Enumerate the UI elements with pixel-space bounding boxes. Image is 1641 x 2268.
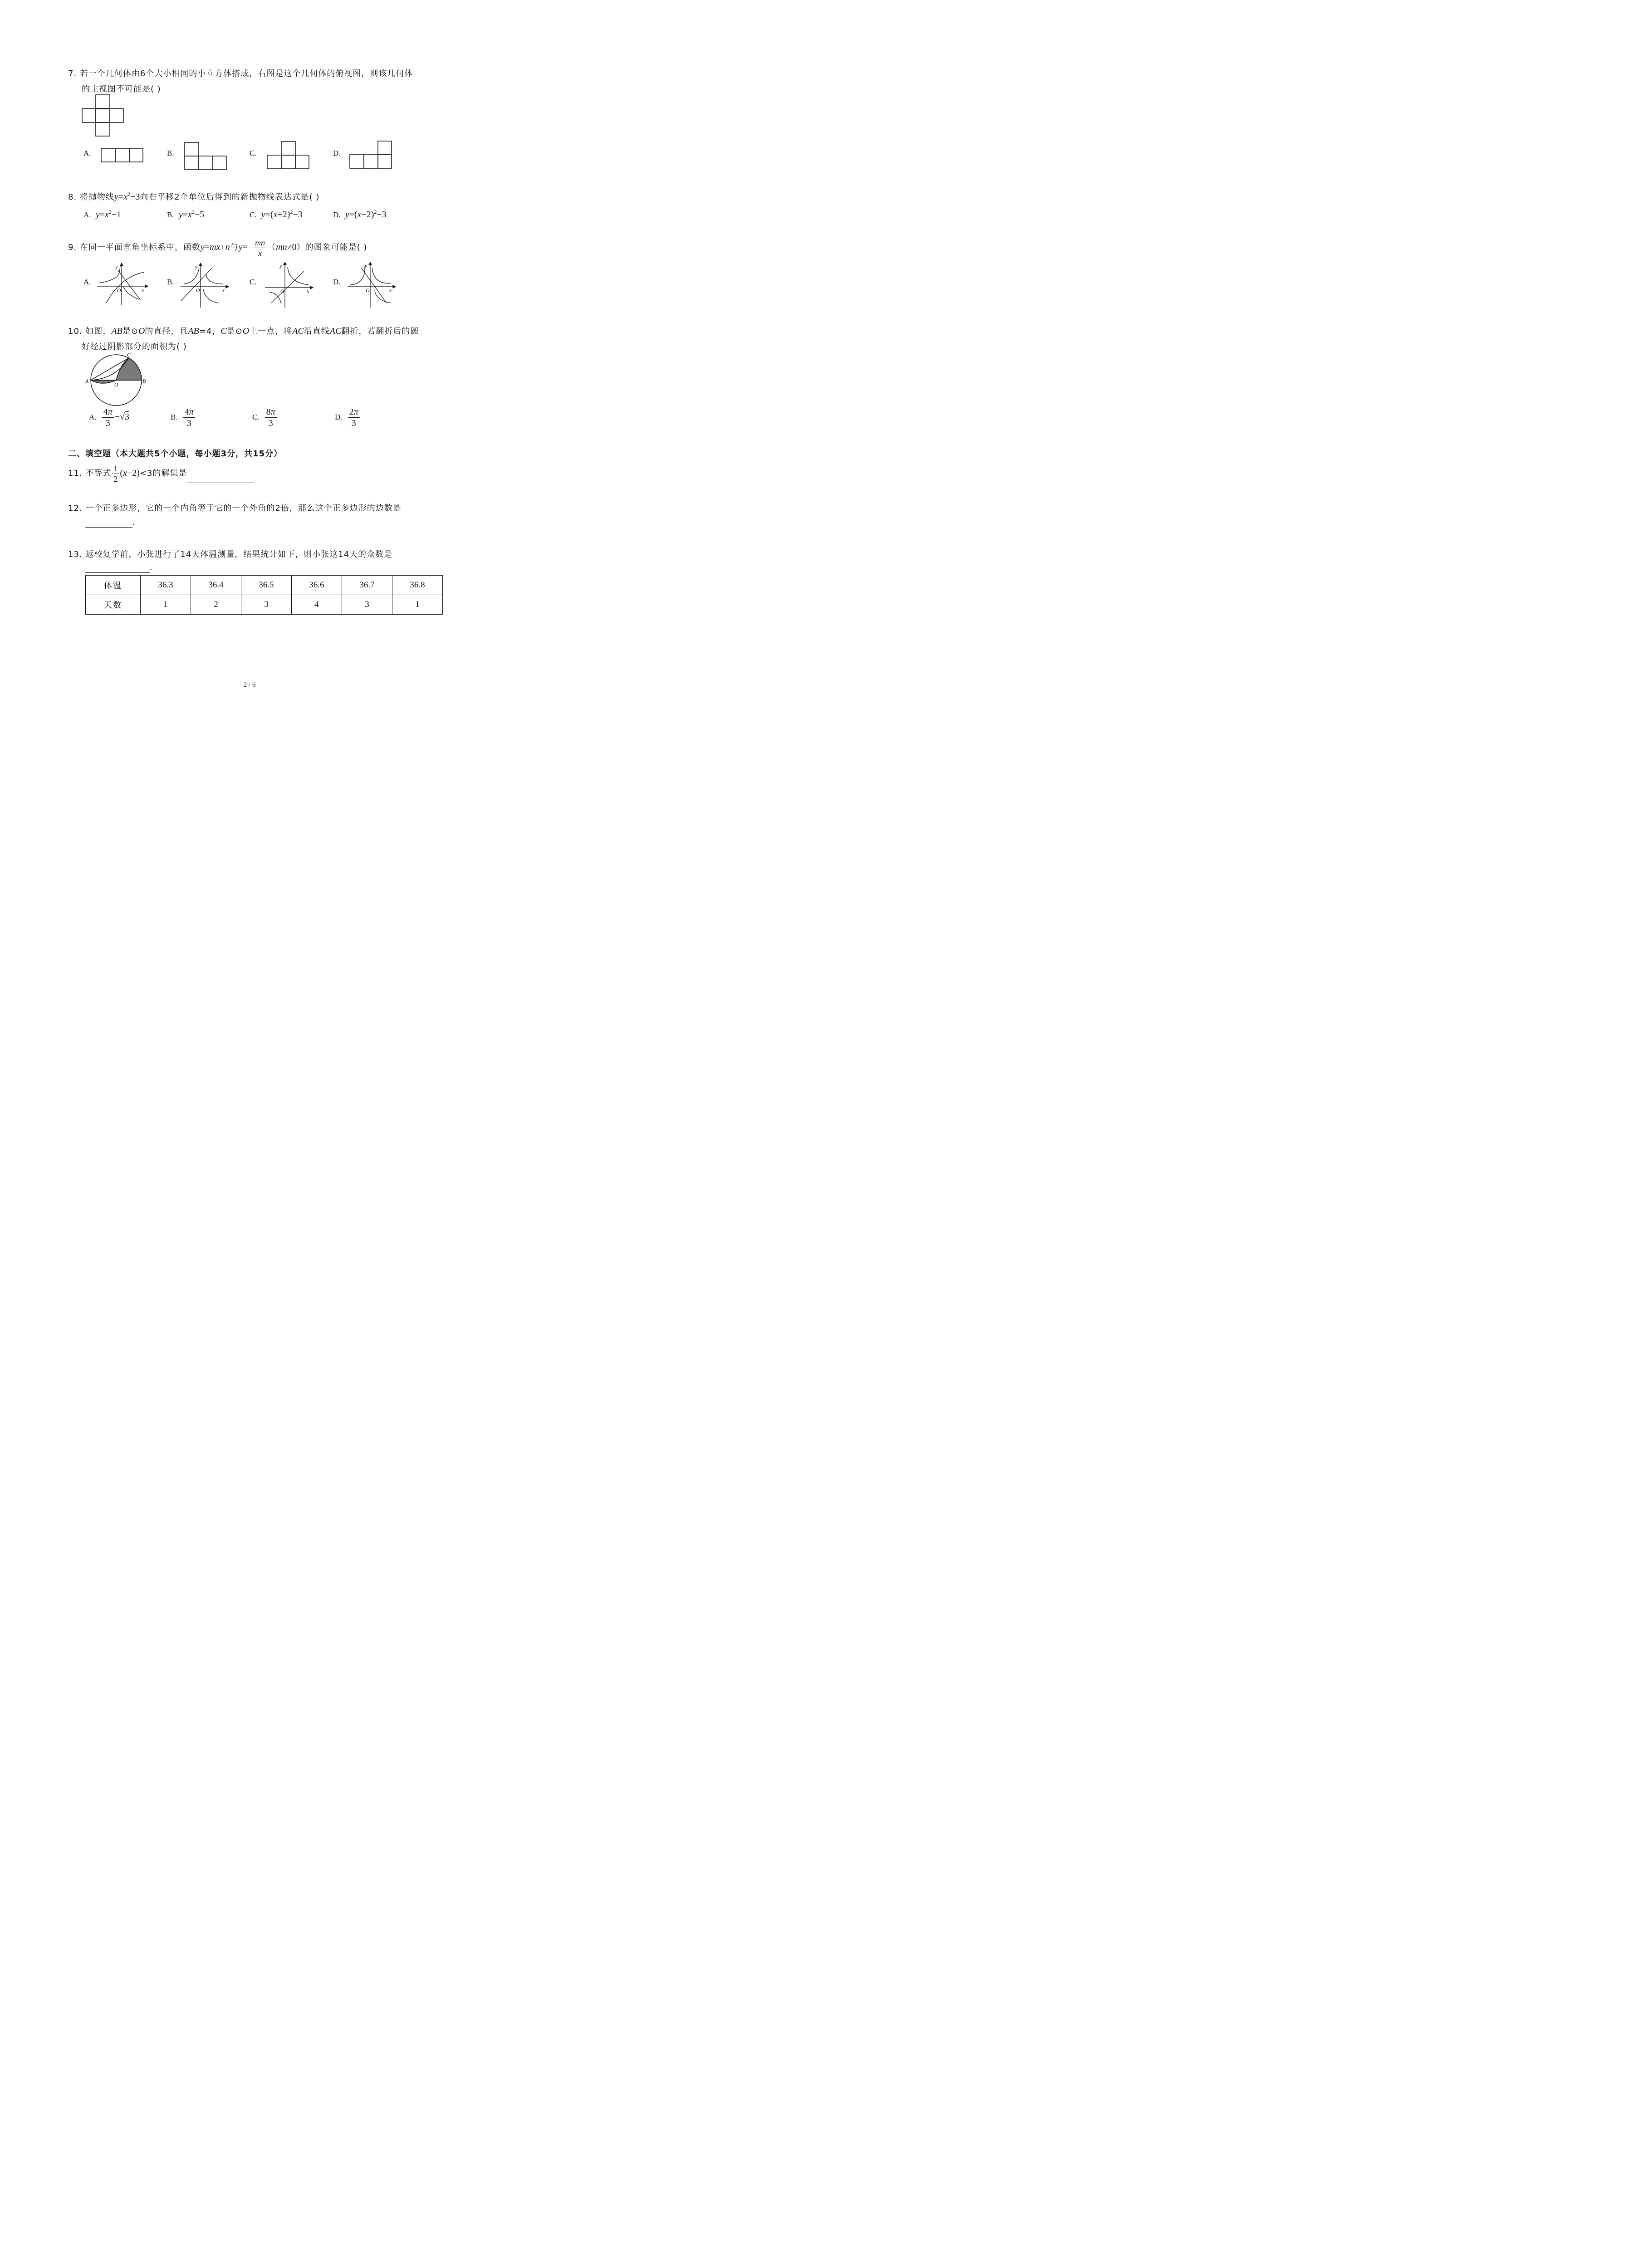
q9-option-b-label: B.	[167, 278, 174, 286]
q7-stem-line2: 的主视图不可能是( )	[82, 84, 161, 94]
q8-option-d: D. $y=(x-2)^2-3$	[333, 209, 387, 220]
q9-d-y-label: y	[365, 263, 367, 269]
q9-d-x-label: x	[389, 287, 392, 293]
q9-option-a-graph	[97, 263, 148, 305]
q8-option-a: A. $y=x^2-1$	[83, 209, 122, 220]
q10-point-o-label: O	[114, 381, 118, 388]
q10-stem-line1: 10. 如图，AB是⊙O的直径，且AB=4，C是⊙O上一点，将AC沿直线AC翻折，若翻折后的圆	[68, 326, 419, 336]
q10-circle-figure	[84, 350, 148, 408]
q7-option-c-label: C.	[250, 149, 257, 157]
q10-stem-line2: 好经过阴影部分的面积为( )	[82, 342, 187, 352]
q9-b-y-label: y	[195, 264, 198, 270]
q10-option-d: D. $\frac{2\pi}{3}$	[335, 407, 361, 428]
q10-point-b-label: B	[142, 378, 146, 384]
q9-b-x-label: x	[222, 287, 225, 293]
q9-d-origin-label: O	[366, 287, 370, 293]
q9-option-d-graph	[348, 262, 396, 308]
q7-option-a-figure	[101, 148, 143, 162]
q9-a-origin-label: O	[117, 287, 121, 293]
q9-option-c-graph	[265, 262, 313, 308]
table-cell: 1	[141, 595, 191, 615]
q12-answer-blank[interactable]	[85, 517, 132, 528]
q7-stem-line1: 7. 若一个几何体由6个大小相同的小立方体搭成，右图是这个几何体的俯视图，则该几何体	[68, 69, 413, 78]
q9-c-origin-label: O	[280, 288, 284, 294]
q10-point-c-label: C	[127, 352, 131, 358]
q11-stem: 11. 不等式 $\frac{1}{2}$ (x−2)<3的解集是	[68, 464, 254, 483]
q9-a-y-label: y	[115, 264, 118, 270]
table-header-temp: 体温	[86, 576, 141, 595]
q13-temperature-table	[85, 575, 443, 615]
q10-option-a: A. $\frac{4\pi}{3}$ −√3	[89, 407, 129, 428]
table-row	[86, 576, 443, 595]
table-cell: 3	[241, 595, 292, 615]
table-cell: 1	[392, 595, 443, 615]
q13-stem: 13. 返校复学前，小张进行了14天体温测量，结果统计如下，则小张这14天的众数是	[68, 550, 393, 559]
q7-option-c-figure	[267, 141, 309, 169]
q7-option-b-figure	[184, 142, 227, 170]
q8-option-b: B. $y=x^2-5$	[167, 209, 205, 220]
q7-option-a-label: A.	[83, 149, 91, 157]
q7-option-d-label: D.	[333, 149, 341, 157]
table-cell: 36.4	[191, 576, 241, 595]
q9-option-a-label: A.	[83, 278, 91, 286]
table-cell: 36.8	[392, 576, 443, 595]
q12-stem: 12. 一个正多边形，它的一个内角等于它的一个外角的2倍，那么这个正多边形的边数是	[68, 503, 402, 513]
table-cell: 36.5	[241, 576, 292, 595]
q13-answer-blank[interactable]	[85, 562, 150, 573]
q9-option-d-label: D.	[333, 278, 341, 286]
q10-option-c: C. $\frac{8\pi}{3}$	[252, 407, 278, 428]
q9-c-x-label: x	[307, 288, 309, 294]
table-header-days: 天数	[86, 595, 141, 615]
q10-option-b: B. $\frac{4\pi}{3}$	[171, 407, 196, 428]
table-cell: 4	[292, 595, 342, 615]
q9-c-y-label: y	[279, 263, 282, 269]
q10-point-a-label: A	[85, 378, 89, 384]
q9-b-origin-label: O	[196, 287, 200, 293]
q7-top-view-figure	[82, 94, 124, 137]
q9-a-x-label: x	[142, 287, 144, 293]
q8-stem: 8. 将抛物线$y=x^2-3$向右平移2个单位后得到的新抛物线表达式是( )	[68, 191, 320, 202]
section2-heading: 二、填空题（本大题共5个小题，每小题3分，共15分）	[68, 449, 283, 459]
table-cell: 36.7	[342, 576, 392, 595]
table-cell: 3	[342, 595, 392, 615]
q9-stem: 9. 在同一平面直角坐标系中，函数y=mx+n与y=− $\frac{mn}{x}$ （mn≠0）的图象可能是( )	[68, 238, 367, 258]
q7-option-d-figure	[349, 141, 392, 169]
q12-answer-line: .	[85, 517, 135, 528]
table-cell: 36.3	[141, 576, 191, 595]
q9-option-b-graph	[181, 263, 229, 308]
q8-option-c: C. $y=(x+2)^2-3$	[250, 209, 303, 220]
q13-answer-line: .	[85, 562, 152, 573]
q9-option-c-label: C.	[250, 278, 257, 286]
page-number: 2 / 6	[243, 681, 256, 689]
table-cell: 2	[191, 595, 241, 615]
q7-option-b-label: B.	[167, 149, 174, 157]
q11-answer-blank[interactable]	[187, 474, 254, 483]
table-row	[86, 595, 443, 615]
table-cell: 36.6	[292, 576, 342, 595]
